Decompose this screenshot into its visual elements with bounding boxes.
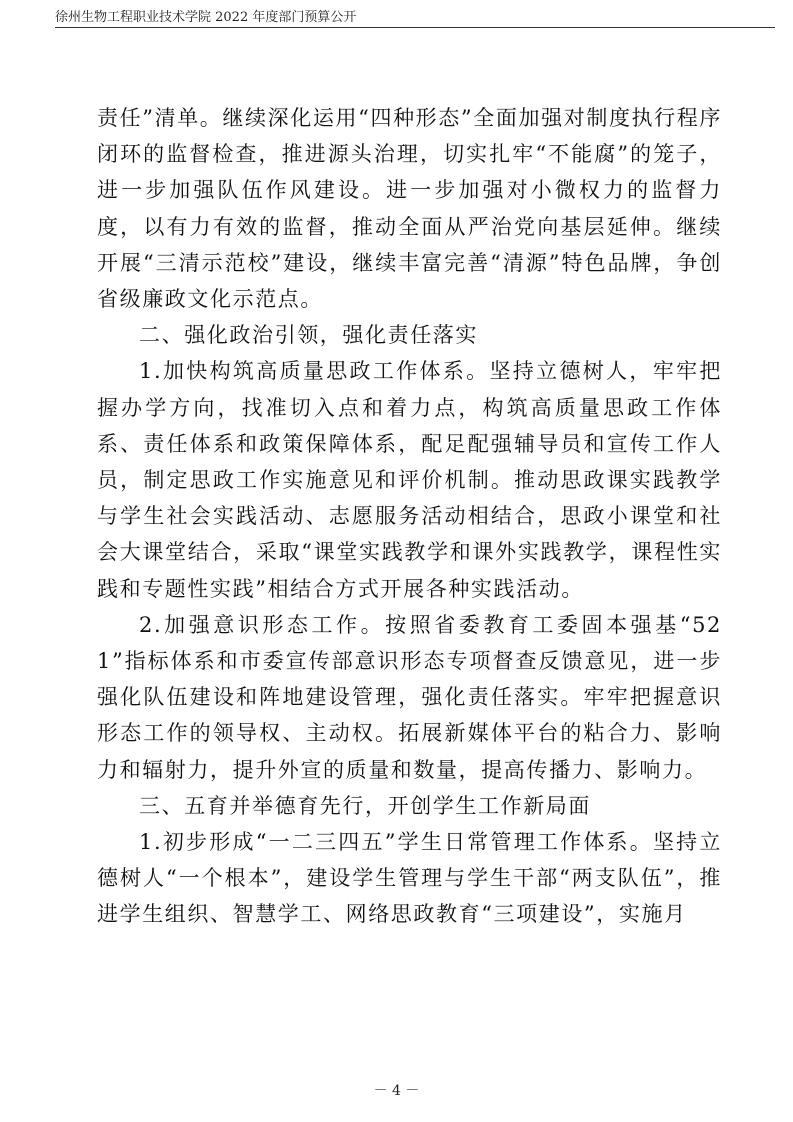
paragraph-ideology-system: 1.加快构筑高质量思政工作体系。坚持立德树人，牢牢把握办学方向，找准切入点和着力点，构筑高质量思政工作体系、责任体系和政策保障体系，配足配强辅导员和宣传工作人员，制定思政工作实施意见和评价机制。推动思政课实践教学与学生社会实践活动、志愿服务活动相结合，思政小课堂和社会大课堂结合，采取“课堂实践教学和课外实践教学，课程性实践和专题性实践”相结合方式开展各种实践活动。 (97, 359, 722, 601)
section-heading-3: 三、五育并举德育先行，开创学生工作新局面 (139, 793, 591, 818)
page-header: 徐州生物工程职业技术学院 2022 年度部门预算公开 (55, 10, 357, 25)
paragraph-continuation: 责任”清单。继续深化运用“四种形态”全面加强对制度执行程序闭环的监督检查，推进源头治理，切实扎牢“不能腐”的笼子，进一步加强队伍作风建设。进一步加强对小微权力的监督力度，以有力有效的监督，推动全面从严治党向基层延伸。继续开展“三清示范校”建设，继续丰富完善“清源”特色品牌，争创省级廉政文化示范点。 (97, 106, 722, 312)
paragraph-ideology-work: 2.加强意识形态工作。按照省委教育工委固本强基“521”指标体系和市委宣传部意识形态专项督查反馈意见，进一步强化队伍建设和阵地建设管理，强化责任落实。牢牢把握意识形态工作的领导权、主动权。拓展新媒体平台的粘合力、影响力和辐射力，提升外宣的质量和数量，提高传播力、影响力。 (97, 612, 722, 782)
section-heading-2: 二、强化政治引领，强化责任落实 (139, 323, 478, 348)
paragraph-student-management: 1.初步形成“一二三四五”学生日常管理工作体系。坚持立德树人“一个根本”，建设学生管理与学生干部“两支队伍”，推进学生组织、智慧学工、网络思政教育“三项建设”，实施月 (97, 830, 722, 927)
body-text (97, 100, 722, 933)
header-divider (55, 27, 775, 28)
page-number: － 4 － (373, 1083, 420, 1099)
